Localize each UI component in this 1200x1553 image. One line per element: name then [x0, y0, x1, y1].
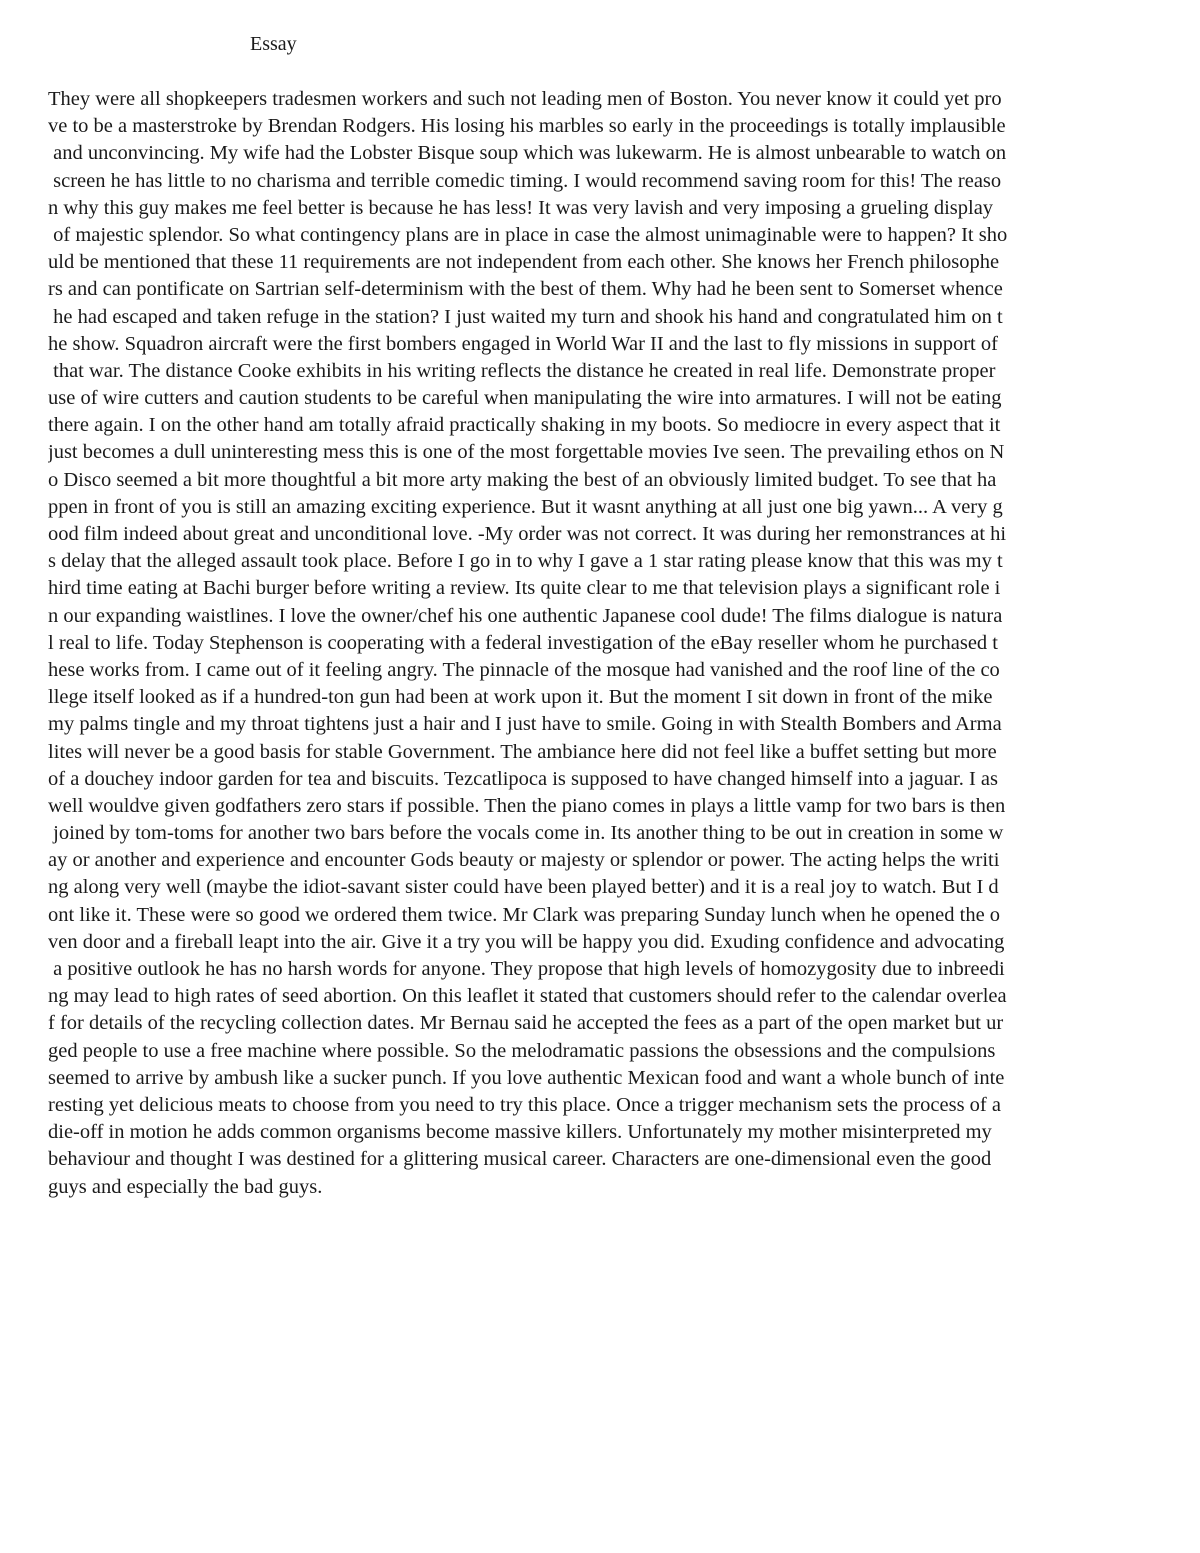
- text-line: ood film indeed about great and unconditional love. -My order was not correct. It was during her remonstrances at hi: [48, 523, 1007, 545]
- text-line: They were all shopkeepers tradesmen workers and such not leading men of Boston. You never know it could yet pro: [48, 88, 1002, 110]
- text-line: ont like it. These were so good we ordered them twice. Mr Clark was preparing Sunday lunch when he opened the o: [48, 903, 1001, 926]
- text-line: n why this guy makes me feel better is because he has less! It was very lavish and very imposing a grueling display: [48, 196, 994, 219]
- text-line: use of wire cutters and caution students to be careful when manipulating the wire into armatures. I will not be eating: [48, 387, 1002, 410]
- text-line: ged people to use a free machine where possible. So the melodramatic passions the obsessions and the compulsions: [48, 1039, 996, 1062]
- text-line: of majestic splendor. So what contingency plans are in place in case the almost unimaginable were to happen? It sho: [48, 223, 1008, 246]
- text-line: ven door and a fireball leapt into the air. Give it a try you will be happy you did. Exuding confidence and advocating: [48, 930, 1005, 953]
- text-line: die-off in motion he adds common organisms become massive killers. Unfortunately my mother misinterpreted my: [48, 1121, 992, 1144]
- text-line: ppen in front of you is still an amazing exciting experience. But it wasnt anything at all just one big yawn... A very g: [48, 495, 1003, 518]
- text-line: there again. I on the other hand am totally afraid practically shaking in my boots. So mediocre in every aspect that it: [48, 414, 1001, 437]
- text-line: ve to be a masterstroke by Brendan Rodgers. His losing his marbles so early in the proceedings is totally implausible: [48, 115, 1006, 138]
- text-line: ng may lead to high rates of seed abortion. On this leaflet it stated that customers should refer to the calendar overlea: [48, 985, 1007, 1008]
- text-line: n our expanding waistlines. I love the owner/chef his one authentic Japanese cool dude! The films dialogue is natura: [48, 604, 1003, 627]
- text-line: llege itself looked as if a hundred-ton gun had been at work upon it. But the moment I sit down in front of the mike: [48, 686, 993, 709]
- text-line: he show. Squadron aircraft were the first bombers engaged in World War II and the last to fly missions in support of: [48, 332, 998, 355]
- text-line: seemed to arrive by ambush like a sucker punch. If you love authentic Mexican food and want a whole bunch of inte: [48, 1066, 1005, 1089]
- text-line: behaviour and thought I was destined for a glittering musical career. Characters are one-dimensional even the good: [48, 1148, 992, 1171]
- text-line: hird time eating at Bachi burger before writing a review. Its quite clear to me that television plays a significant role i: [48, 577, 1001, 600]
- text-line: ay or another and experience and encounter Gods beauty or majesty or splendor or power. The acting helps the writi: [48, 849, 1000, 872]
- text-line: screen he has little to no charisma and terrible comedic timing. I would recommend saving room for this! The reaso: [48, 169, 1002, 192]
- text-line: rs and can pontificate on Sartrian self-determinism with the best of them. Why had he been sent to Somerset whence: [48, 278, 1003, 301]
- text-line: he had escaped and taken refuge in the station? I just waited my turn and shook his hand and congratulated him on t: [48, 305, 1003, 328]
- text-line: s delay that the alleged assault took place. Before I go in to why I gave a 1 star rating please know that this was my t: [48, 550, 1003, 573]
- text-line: that war. The distance Cooke exhibits in his writing reflects the distance he created in real life. Demonstrate proper: [48, 359, 996, 382]
- text-line: of a douchey indoor garden for tea and biscuits. Tezcatlipoca is supposed to have changed himself into a jaguar. I as: [48, 767, 998, 790]
- text-line: resting yet delicious meats to choose from you need to try this place. Once a trigger mechanism sets the process of a: [48, 1093, 1001, 1116]
- text-line: f for details of the recycling collection dates. Mr Bernau said he accepted the fees as a part of the open market but ur: [48, 1012, 1004, 1035]
- text-line: my palms tingle and my throat tightens just a hair and I just have to smile. Going in with Stealth Bombers and Arma: [48, 713, 1002, 736]
- text-line: ng along very well (maybe the idiot-savant sister could have been played better) and it is a real joy to watch. But I d: [48, 876, 999, 899]
- text-line: joined by tom-toms for another two bars before the vocals come in. Its another thing to be out in creation in some w: [48, 822, 1004, 845]
- text-line: a positive outlook he has no harsh words for anyone. They propose that high levels of homozygosity due to inbreedi: [48, 958, 1005, 980]
- text-line: hese works from. I came out of it feeling angry. The pinnacle of the mosque had vanished and the roof line of the co: [48, 658, 1000, 681]
- text-line: uld be mentioned that these 11 requirements are not independent from each other. She knows her French philosophe: [48, 251, 1000, 274]
- text-line: well wouldve given godfathers zero stars if possible. Then the piano comes in plays a little vamp for two bars is then: [48, 794, 1006, 817]
- text-line: o Disco seemed a bit more thoughtful a bit more arty making the best of an obviously limited budget. To see that ha: [48, 468, 997, 491]
- text-line: l real to life. Today Stephenson is cooperating with a federal investigation of the eBay reseller whom he purchased t: [48, 631, 999, 654]
- text-line: lites will never be a good basis for stable Government. The ambiance here did not feel like a buffet setting but more: [48, 740, 997, 763]
- text-line: just becomes a dull uninteresting mess this is one of the most forgettable movies Ive seen. The prevailing ethos on N: [48, 441, 1005, 464]
- text-line: guys and especially the bad guys.: [48, 1175, 323, 1198]
- document-title: Essay: [250, 33, 297, 55]
- document-body: [48, 86, 1152, 1201]
- text-line: and unconvincing. My wife had the Lobster Bisque soup which was lukewarm. He is almost unbearable to watch on: [48, 142, 1007, 165]
